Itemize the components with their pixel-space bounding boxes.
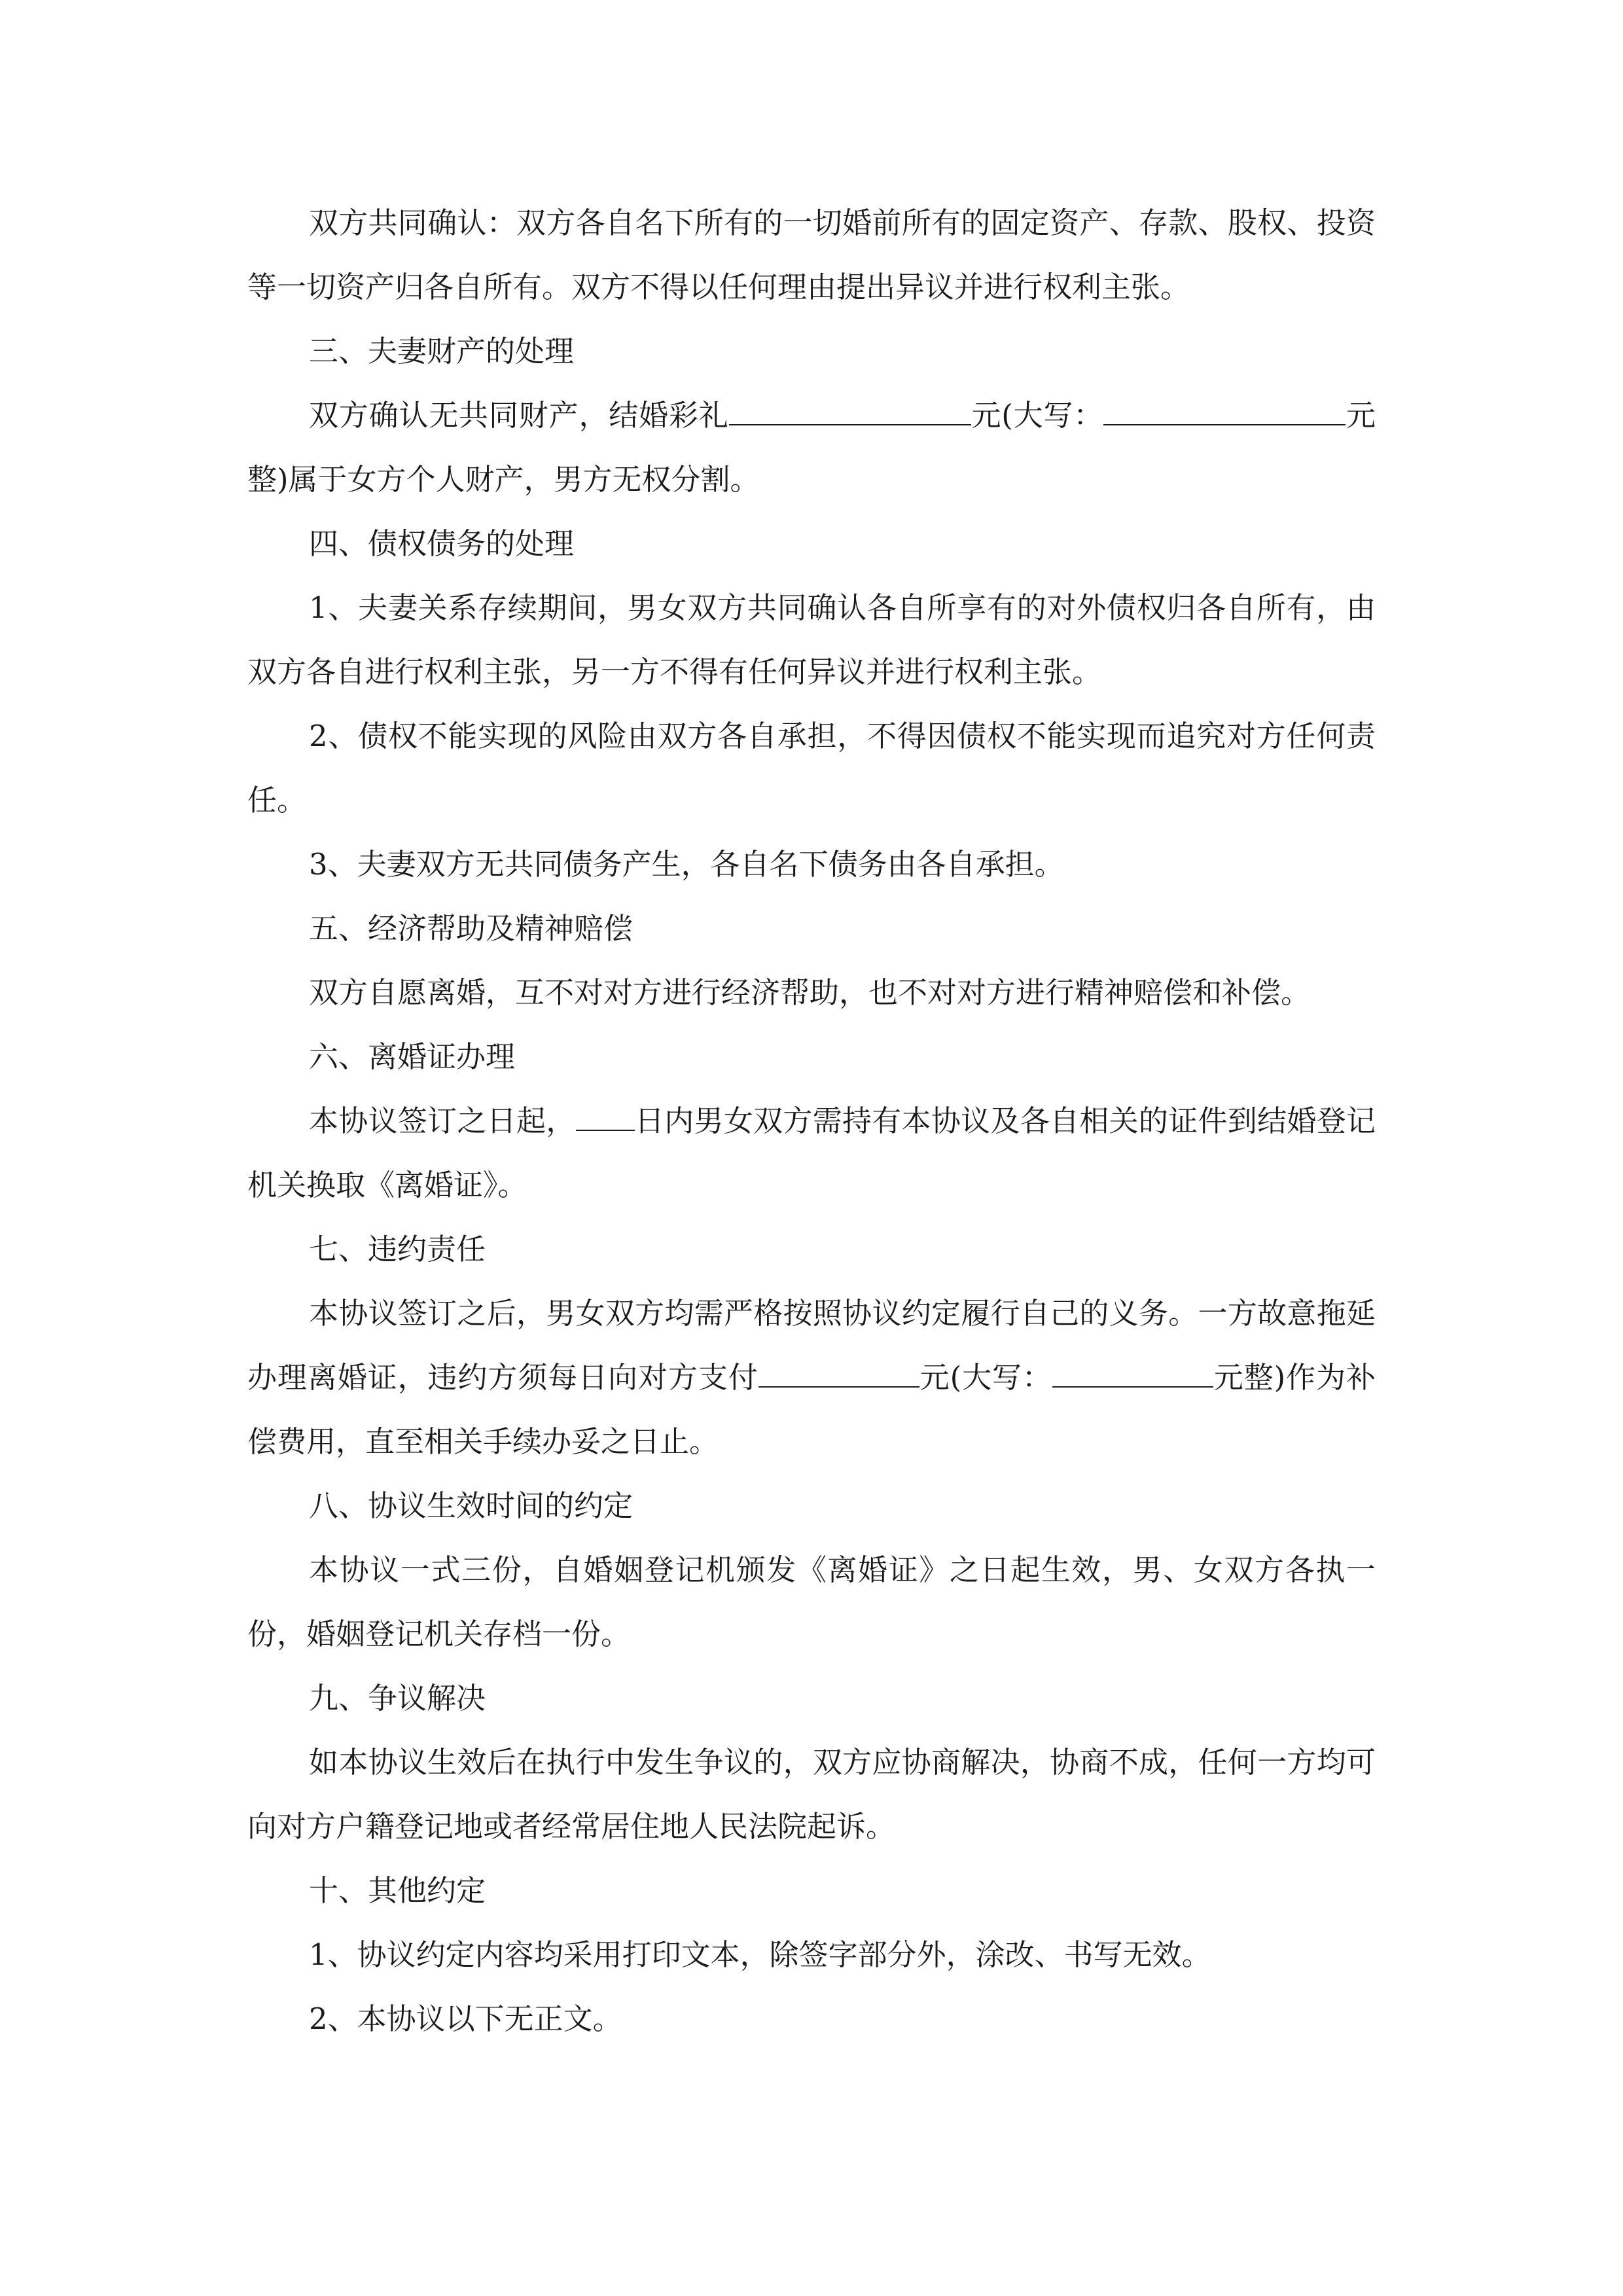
paragraph-dispute: 如本协议生效后在执行中发生争议的，双方应协商解决，协商不成，任何一方均可向对方户籍登记地或者经常居住地人民法院起诉。 xyxy=(247,1745,1376,1844)
blank-amount-field[interactable] xyxy=(729,394,971,425)
text-segment: 本协议签订之后，男女双方均需严格按照协议约定履行自己的义务。一方故意拖延办理离婚证，违约方须每日向对方支付 xyxy=(247,1296,1376,1395)
document-body xyxy=(247,191,1376,2051)
heading-section-9: 九、争议解决 xyxy=(309,1681,486,1715)
blank-daily-amount-uppercase-field[interactable] xyxy=(1052,1356,1213,1388)
heading-section-10: 十、其他约定 xyxy=(309,1873,486,1908)
heading-section-7: 七、违约责任 xyxy=(309,1232,486,1266)
heading-section-6: 六、离婚证办理 xyxy=(309,1039,516,1074)
heading-section-4: 四、债权债务的处理 xyxy=(309,526,575,561)
paragraph-effective: 本协议一式三份，自婚姻登记机颁发《离婚证》之日起生效，男、女双方各执一份，婚姻登记机关存档一份。 xyxy=(247,1552,1376,1651)
paragraph-other-2: 2、本协议以下无正文。 xyxy=(309,2001,622,2036)
paragraph-debt-3: 3、夫妻双方无共同债务产生，各自名下债务由各自承担。 xyxy=(309,847,1064,882)
text-segment: 本协议签订之日起， xyxy=(309,1103,576,1138)
heading-section-5: 五、经济帮助及精神赔偿 xyxy=(309,911,633,946)
text-segment: 日内男女双方需持有本协议及各自相关的证件到结婚登记机关换取《离婚证》。 xyxy=(247,1103,1376,1202)
paragraph-betrothal-gift xyxy=(247,384,1376,512)
paragraph-certificate xyxy=(247,1089,1376,1217)
blank-daily-amount-field[interactable] xyxy=(758,1356,919,1388)
text-segment: 双方确认无共同财产，结婚彩礼 xyxy=(309,398,729,433)
heading-section-8: 八、协议生效时间的约定 xyxy=(309,1488,633,1523)
paragraph-breach xyxy=(247,1282,1376,1474)
paragraph-debt-1: 1、夫妻关系存续期间，男女双方共同确认各自所享有的对外债权归各自所有，由双方各自进行权利主张，另一方不得有任何异议并进行权利主张。 xyxy=(247,590,1376,689)
blank-days-field[interactable] xyxy=(576,1100,635,1131)
heading-section-3: 三、夫妻财产的处理 xyxy=(309,334,575,368)
paragraph-premarital-assets: 双方共同确认：双方各自名下所有的一切婚前所有的固定资产、存款、股权、投资等一切资产归各自所有。双方不得以任何理由提出异议并进行权利主张。 xyxy=(247,206,1376,304)
paragraph-compensation: 双方自愿离婚，互不对对方进行经济帮助，也不对对方进行精神赔偿和补偿。 xyxy=(309,975,1311,1010)
paragraph-other-1: 1、协议约定内容均采用打印文本，除签字部分外，涂改、书写无效。 xyxy=(309,1937,1211,1972)
paragraph-debt-2: 2、债权不能实现的风险由双方各自承担，不得因债权不能实现而追究对方任何责任。 xyxy=(247,719,1376,817)
text-segment: 元整)作为补偿费用，直至相关手续办妥之日止。 xyxy=(247,1360,1376,1459)
text-segment: 元(大写： xyxy=(919,1360,1052,1395)
blank-amount-uppercase-field[interactable] xyxy=(1103,394,1346,425)
text-segment: 元整)属于女方个人财产，男方无权分割。 xyxy=(247,398,1376,497)
text-segment: 元(大写： xyxy=(971,398,1104,433)
